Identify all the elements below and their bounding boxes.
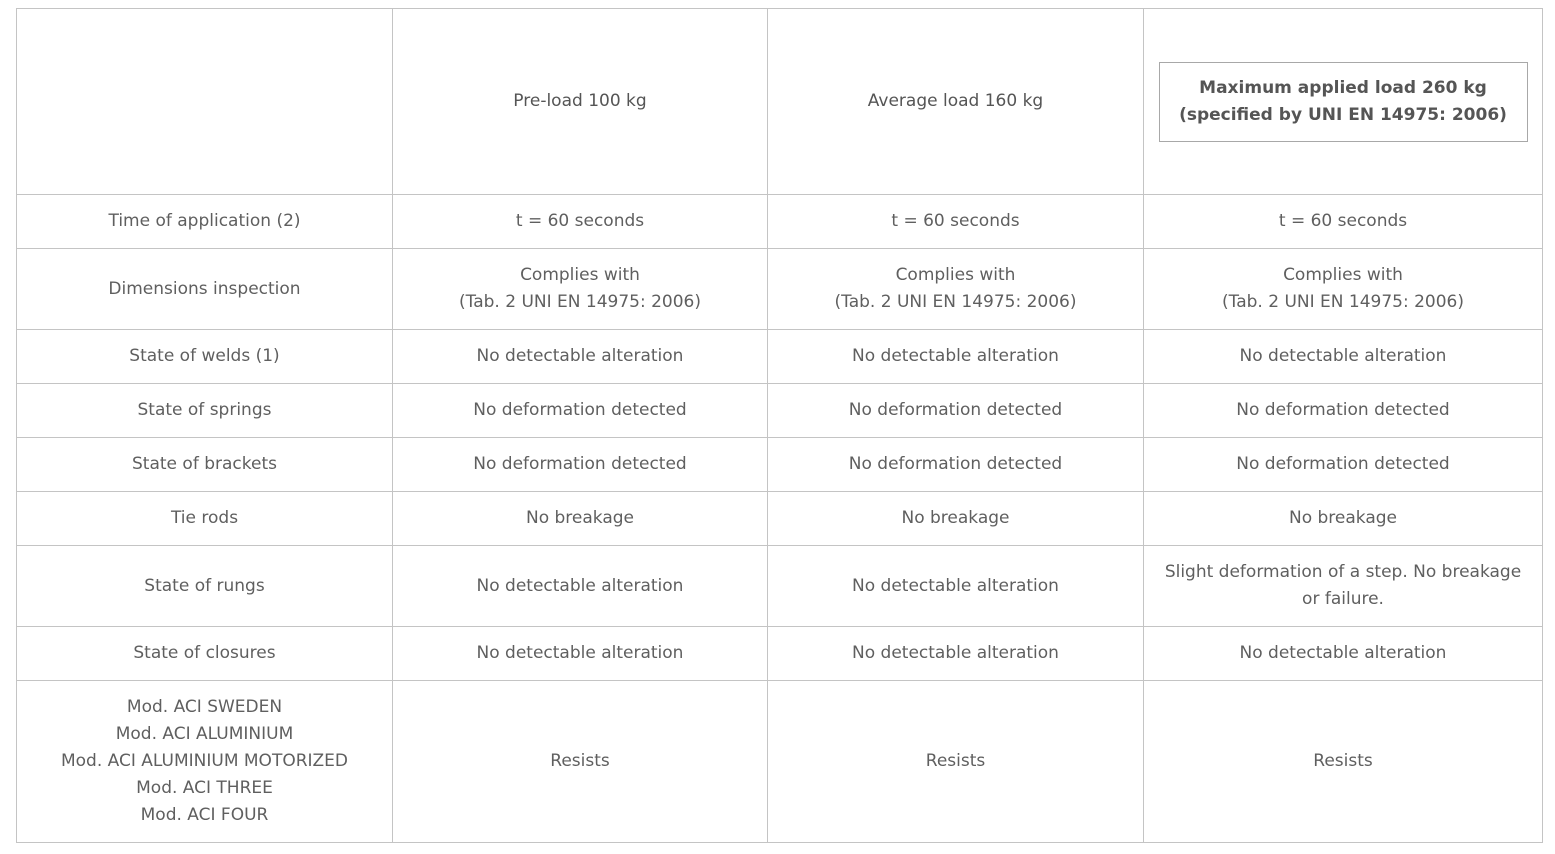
header-corner-cell — [17, 9, 393, 195]
cell-average-load: No detectable alteration — [768, 546, 1144, 627]
cell-maximum-load: t = 60 seconds — [1144, 195, 1543, 249]
table-row — [17, 492, 1543, 546]
cell-average-load: Resists — [768, 681, 1144, 843]
cell-maximum-load: No deformation detected — [1144, 438, 1543, 492]
model-name: Mod. ACI THREE — [136, 778, 273, 798]
cell-average-load — [768, 249, 1144, 330]
table-row — [17, 438, 1543, 492]
cell-line: (Tab. 2 UNI EN 14975: 2006) — [834, 292, 1077, 312]
row-label: Dimensions inspection — [17, 249, 393, 330]
cell-line: Complies with — [895, 265, 1016, 285]
cell-preload: t = 60 seconds — [393, 195, 768, 249]
cell-preload: No detectable alteration — [393, 330, 768, 384]
header-maximum-load-title: Maximum applied load 260 kg — [1199, 77, 1487, 98]
cell-maximum-load: No detectable alteration — [1144, 627, 1543, 681]
table-row — [17, 330, 1543, 384]
header-preload: Pre-load 100 kg — [393, 9, 768, 195]
table-row — [17, 249, 1543, 330]
table-row — [17, 627, 1543, 681]
cell-preload: No deformation detected — [393, 438, 768, 492]
cell-preload — [393, 249, 768, 330]
table-row — [17, 384, 1543, 438]
load-test-results-table — [16, 8, 1543, 843]
cell-maximum-load: No detectable alteration — [1144, 330, 1543, 384]
model-name: Mod. ACI FOUR — [140, 805, 269, 825]
row-label: State of springs — [17, 384, 393, 438]
cell-maximum-load: No deformation detected — [1144, 384, 1543, 438]
model-name: Mod. ACI SWEDEN — [126, 697, 283, 717]
cell-average-load: No deformation detected — [768, 384, 1144, 438]
cell-average-load: t = 60 seconds — [768, 195, 1144, 249]
cell-maximum-load: No breakage — [1144, 492, 1543, 546]
cell-maximum-load — [1144, 249, 1543, 330]
table-row — [17, 546, 1543, 627]
row-label: Tie rods — [17, 492, 393, 546]
row-label: Time of application (2) — [17, 195, 393, 249]
cell-maximum-load: Slight deformation of a step. No breakage or failure. — [1144, 546, 1543, 627]
row-label: State of welds (1) — [17, 330, 393, 384]
cell-preload: No deformation detected — [393, 384, 768, 438]
row-label: State of rungs — [17, 546, 393, 627]
cell-preload: No detectable alteration — [393, 546, 768, 627]
table-header-row — [17, 9, 1543, 195]
cell-preload: No detectable alteration — [393, 627, 768, 681]
cell-average-load: No detectable alteration — [768, 330, 1144, 384]
row-label-models — [17, 681, 393, 843]
row-label: State of closures — [17, 627, 393, 681]
header-maximum-load-cell — [1144, 9, 1543, 195]
table-row — [17, 195, 1543, 249]
cell-average-load: No breakage — [768, 492, 1144, 546]
model-name: Mod. ACI ALUMINIUM MOTORIZED — [60, 751, 349, 771]
header-average-load: Average load 160 kg — [768, 9, 1144, 195]
cell-line: (Tab. 2 UNI EN 14975: 2006) — [1222, 292, 1464, 312]
header-maximum-load-spec: (specified by UNI EN 14975: 2006) — [1179, 104, 1507, 125]
cell-line: Complies with — [520, 265, 640, 285]
header-maximum-load-box — [1159, 62, 1528, 142]
cell-line: Complies with — [1283, 265, 1403, 285]
cell-average-load: No detectable alteration — [768, 627, 1144, 681]
cell-maximum-load: Resists — [1144, 681, 1543, 843]
row-label: State of brackets — [17, 438, 393, 492]
cell-preload: No breakage — [393, 492, 768, 546]
cell-line: (Tab. 2 UNI EN 14975: 2006) — [459, 292, 701, 312]
cell-average-load: No deformation detected — [768, 438, 1144, 492]
model-name: Mod. ACI ALUMINIUM — [115, 724, 294, 744]
cell-preload: Resists — [393, 681, 768, 843]
table-row — [17, 681, 1543, 843]
